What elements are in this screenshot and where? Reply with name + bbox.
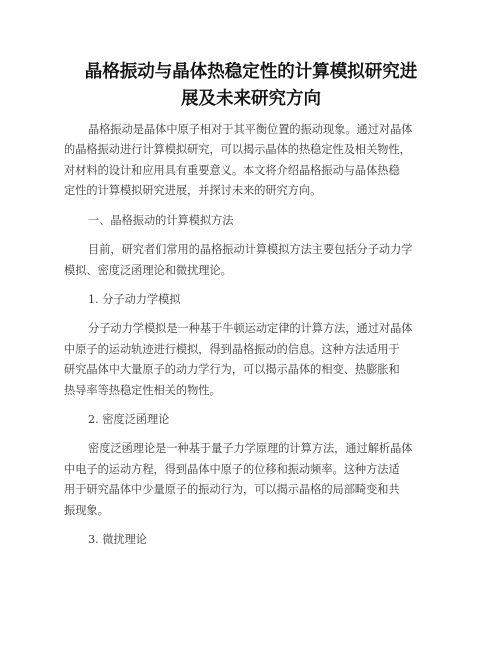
intro-line-2: 的晶格振动进行计算模拟研究，可以揭示晶体的热稳定性及相关物性， <box>64 143 411 156</box>
subsection-2-line-4: 振现象。 <box>64 504 109 517</box>
intro-line-4: 定性的计算模拟研究进展，并探讨未来的研究方向。 <box>64 184 322 197</box>
subsection-1-line-2: 中原子的运动轨迹进行模拟，得到晶格振动的信息。这种方法适用于 <box>64 343 400 356</box>
subsection-2-line-1: 密度泛函理论是一种基于量子力学原理的计算方法，通过解析晶体 <box>88 442 413 455</box>
document-title-line-1: 晶格振动与晶体热稳定性的计算模拟研究进 <box>84 62 418 82</box>
intro-line-3: 对材料的设计和应用具有重要意义。本文将介绍晶格振动与晶体热稳 <box>64 164 400 177</box>
subsection-2-line-2: 中电子的运动方程，得到晶体中原子的位移和振动频率。这种方法适 <box>64 463 400 476</box>
section-1-line-1: 目前，研究者们常用的晶格振动计算模拟方法主要包括分子动力学 <box>88 243 413 256</box>
subsection-2-line-3: 用于研究晶体中少量原子的振动行为，可以揭示晶格的局部畸变和共 <box>64 483 400 496</box>
subsection-1-line-4: 热导率等热稳定性相关的物性。 <box>64 384 221 397</box>
section-1-line-2: 模拟、密度泛函理论和微扰理论。 <box>64 264 232 277</box>
subsection-1-heading: 1. 分子动力学模拟 <box>88 293 181 306</box>
subsection-1-line-3: 研究晶体中大量原子的动力学行为，可以揭示晶体的相变、热膨胀和 <box>64 363 400 376</box>
subsection-1-line-1: 分子动力学模拟是一种基于牛顿运动定律的计算方法，通过对晶体 <box>88 322 413 335</box>
subsection-3-heading: 3. 微扰理论 <box>88 533 147 546</box>
intro-line-1: 晶格振动是晶体中原子相对于其平衡位置的振动现象。通过对晶体 <box>88 123 413 136</box>
subsection-2-heading: 2. 密度泛函理论 <box>88 413 170 426</box>
document-title-line-2: 展及未来研究方向 <box>181 89 321 109</box>
section-1-heading: 一、晶格振动的计算模拟方法 <box>88 214 234 227</box>
